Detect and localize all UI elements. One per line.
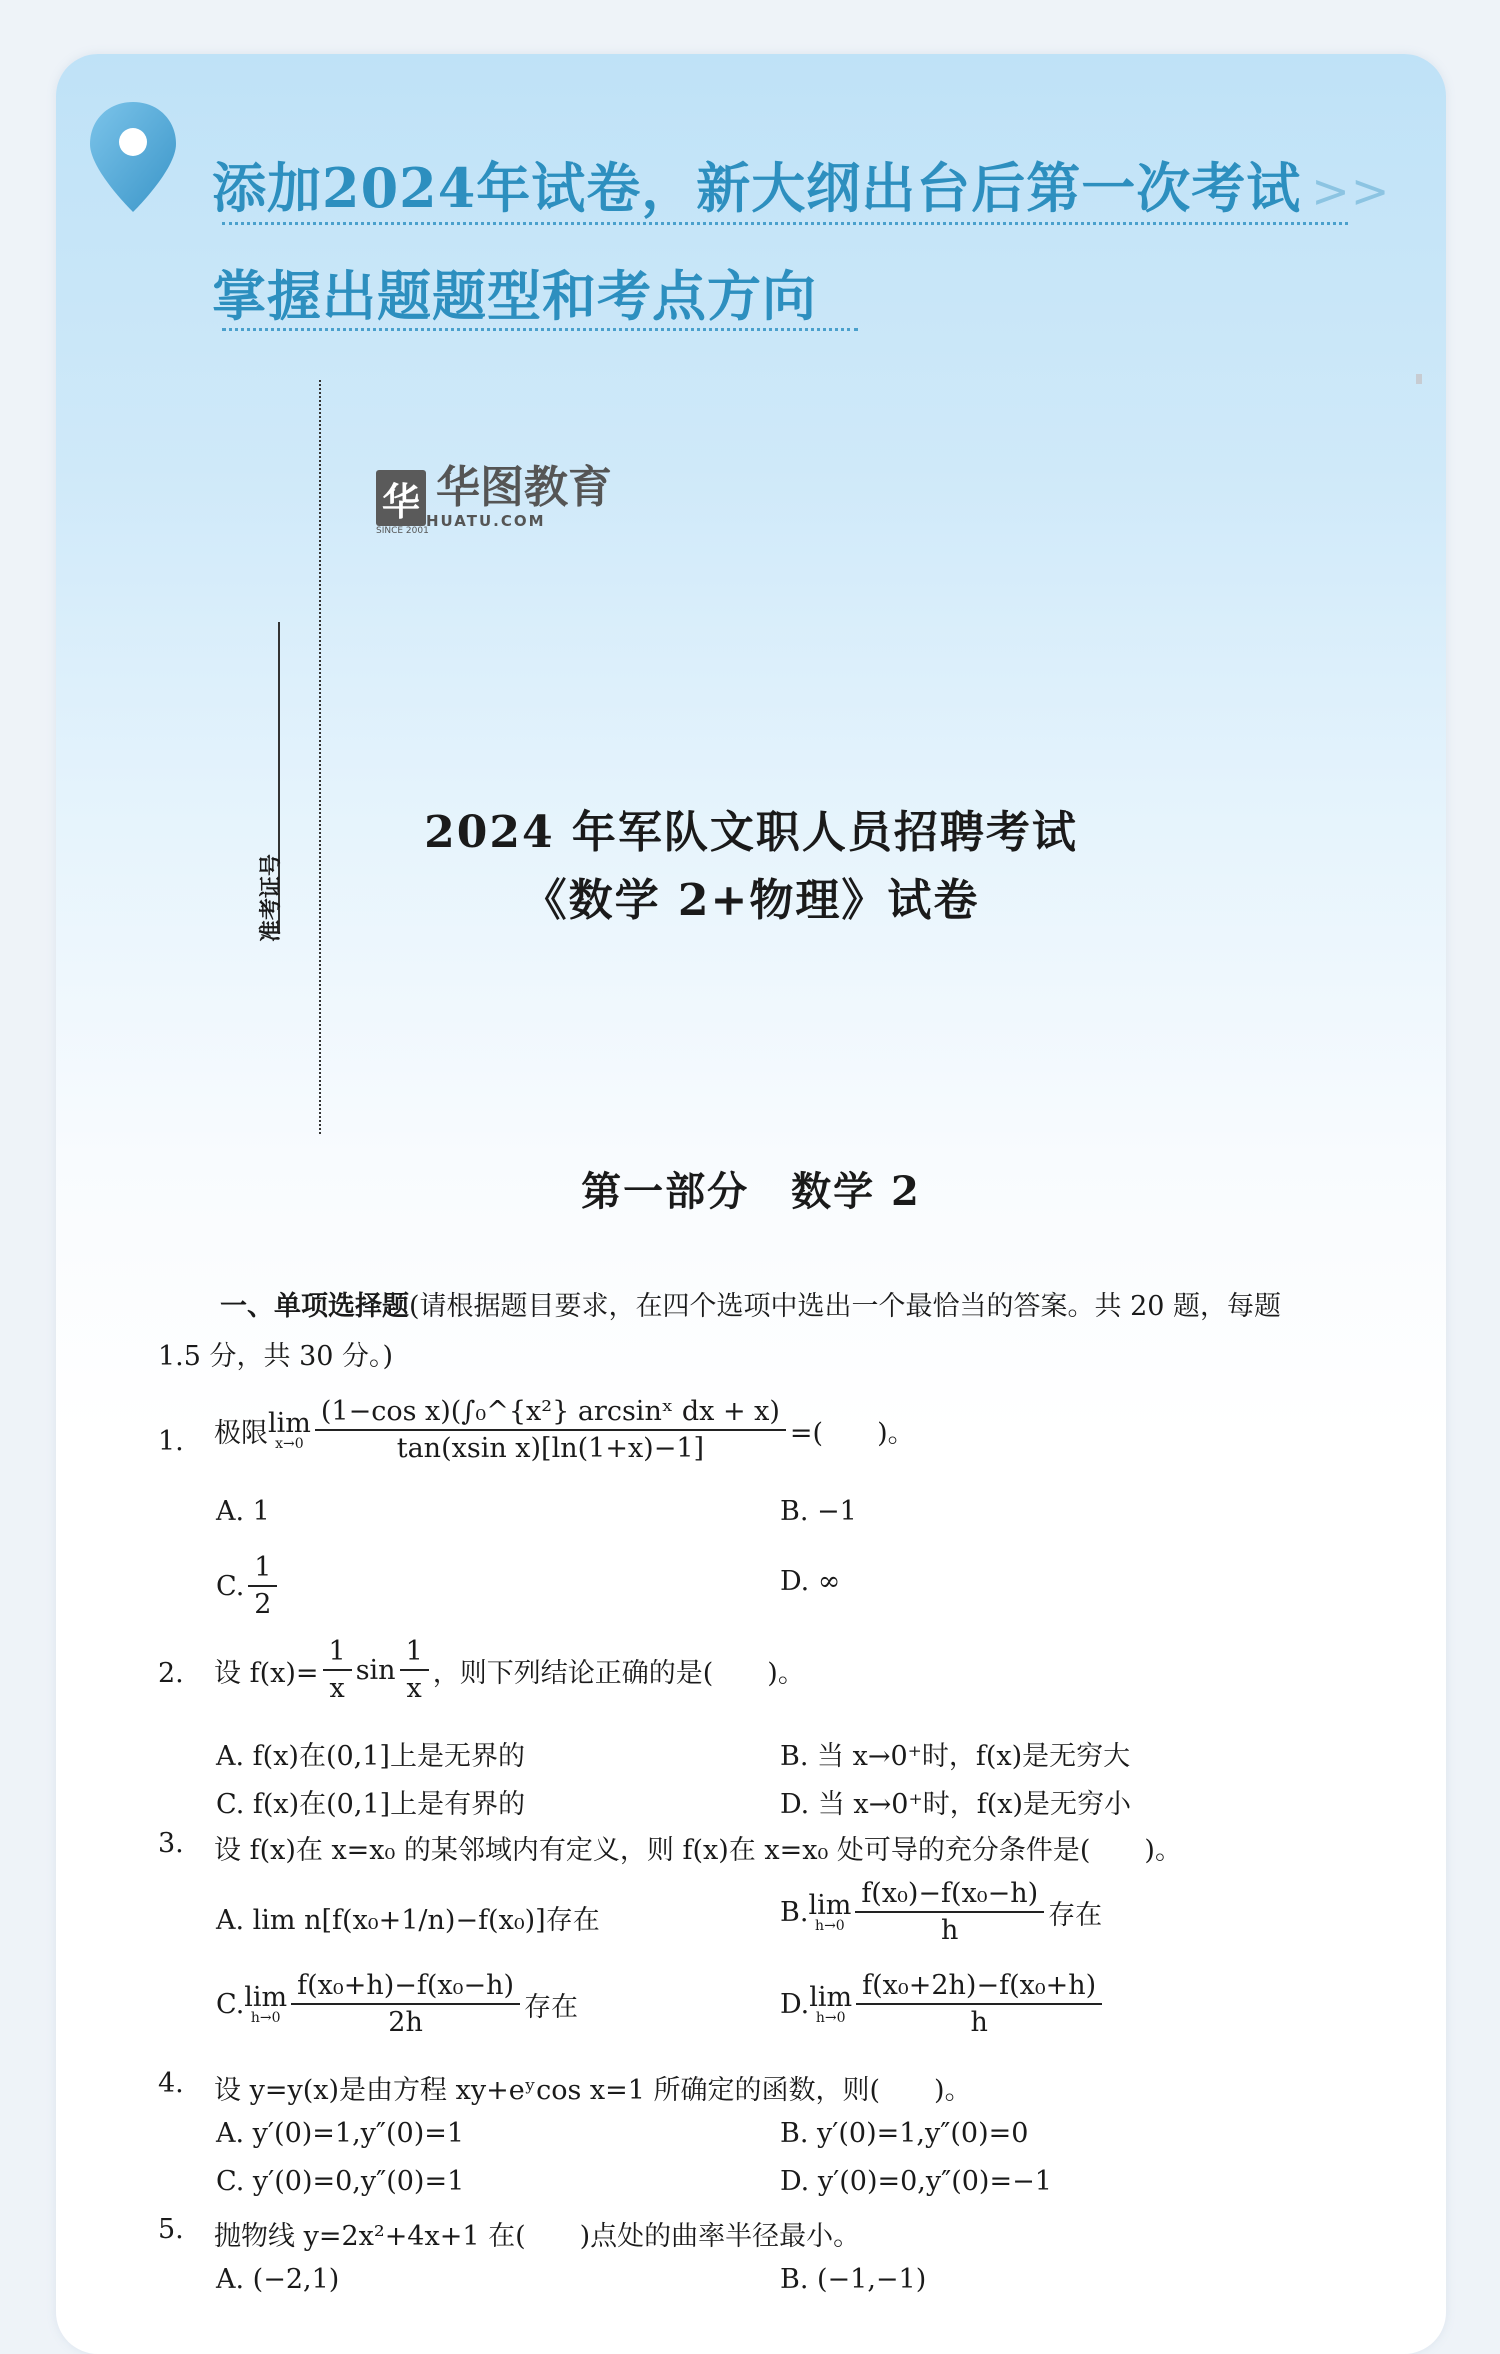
question-stem-text: 设 f(x)= — [214, 1657, 319, 1689]
option-label: D. — [780, 1988, 810, 2020]
option-text: 存在 — [1048, 1899, 1103, 1931]
binding-line — [319, 380, 321, 1134]
fraction-denominator: 2 — [254, 1589, 272, 1621]
fraction-denominator: 2h — [388, 2007, 423, 2039]
question-stem-text: ，则下列结论正确的是( )。 — [432, 1657, 805, 1689]
option-text: A. lim n[f(x₀+1/n)−f(x₀)]存在 — [216, 1905, 600, 1936]
option-a: A. y′(0)=1,y″(0)=1 — [216, 2118, 465, 2149]
question-stem-text: 极限 — [214, 1417, 268, 1449]
exam-title-line-2: 《数学 2+物理》试卷 — [522, 875, 980, 926]
option-b: B. (−1,−1) — [780, 2264, 927, 2295]
banner-line-1-text: 添加2024年试卷，新大纲出台后第一次考试 — [212, 156, 1302, 220]
huatu-logo — [376, 462, 612, 536]
question-stem-text: =( )。 — [789, 1417, 915, 1449]
fraction — [856, 1968, 1102, 2040]
banner-divider — [222, 328, 858, 331]
fraction-numerator: (1−cos x)(∫₀^{x²} arcsinˣ dx + x) — [315, 1394, 786, 1431]
limit-symbol: lim — [808, 1889, 852, 1921]
page-mark — [1416, 374, 1422, 384]
logo-mark: 华 — [376, 470, 426, 526]
section-instruction-line-2: 1.5 分，共 30 分。) — [158, 1341, 394, 1372]
fraction-denominator: x — [329, 1673, 345, 1705]
option-d: D. ∞ — [780, 1566, 841, 1597]
question-1-stem — [214, 1394, 915, 1466]
exam-card — [56, 54, 1446, 2354]
fraction-numerator: f(x₀+h)−f(x₀−h) — [291, 1968, 520, 2005]
banner-line-1 — [212, 146, 1390, 223]
banner-line-2: 掌握出题题型和考点方向 — [212, 264, 817, 328]
fraction-numerator: 1 — [400, 1634, 429, 1671]
fraction — [291, 1968, 520, 2040]
logo-url: HUATU.COM — [426, 512, 546, 530]
question-stem-text: sin — [355, 1654, 396, 1686]
question-5-stem: 抛物线 y=2x²+4x+1 在( )点处的曲率半径最小。 — [214, 2221, 861, 2252]
option-c — [216, 1550, 281, 1622]
fraction-numerator: 1 — [248, 1550, 277, 1587]
section-instruction — [220, 1284, 1281, 1323]
chevron-right-icon: >> — [1311, 164, 1391, 218]
question-number: 4. — [158, 2068, 184, 2099]
question-number: 3. — [158, 1828, 184, 1859]
fraction-denominator: tan(xsin x)[ln(1+x)−1] — [396, 1433, 705, 1465]
limit-subscript: h→0 — [815, 2009, 846, 2026]
option-label: B. — [780, 1896, 809, 1928]
option-a: A. 1 — [216, 1496, 270, 1527]
fraction — [855, 1876, 1044, 1948]
option-d — [780, 1968, 1106, 2040]
option-d: D. 当 x→0⁺时，f(x)是无穷小 — [780, 1789, 1131, 1820]
fraction-numerator: f(x₀)−f(x₀−h) — [855, 1876, 1044, 1913]
option-label: C. — [216, 1988, 245, 2020]
fraction-denominator: h — [970, 2007, 988, 2039]
banner-divider — [222, 222, 1348, 225]
limit — [809, 1981, 853, 2026]
limit — [244, 1981, 288, 2026]
question-number: 1. — [158, 1426, 184, 1457]
option-a — [216, 1898, 600, 1937]
fraction — [248, 1550, 277, 1622]
logo-name: 华图教育 — [436, 462, 612, 513]
option-text: 存在 — [524, 1991, 579, 2023]
limit-subscript: x→0 — [275, 1435, 304, 1452]
option-c: C. y′(0)=0,y″(0)=1 — [216, 2166, 465, 2197]
location-pin-icon — [86, 98, 180, 216]
fraction-numerator: 1 — [323, 1634, 352, 1671]
option-d: D. y′(0)=0,y″(0)=−1 — [780, 2166, 1052, 2197]
option-b: B. 当 x→0⁺时，f(x)是无穷大 — [780, 1741, 1131, 1772]
limit-symbol: lim — [244, 1981, 288, 2013]
fraction — [400, 1634, 429, 1706]
logo-since: SINCE 2001 — [376, 526, 429, 536]
limit — [808, 1889, 852, 1934]
question-3-stem: 设 f(x)在 x=x₀ 的某邻域内有定义，则 f(x)在 x=x₀ 处可导的充分条件是( )。 — [214, 1835, 1182, 1866]
fraction-denominator: h — [941, 1915, 959, 1947]
fraction-numerator: f(x₀+2h)−f(x₀+h) — [856, 1968, 1102, 2005]
fraction-denominator: x — [406, 1673, 422, 1705]
option-b: B. y′(0)=1,y″(0)=0 — [780, 2118, 1029, 2149]
option-b — [780, 1876, 1102, 1948]
option-label: C. — [216, 1570, 245, 1602]
option-c — [216, 1968, 578, 2040]
section-instruction-line-1: (请根据题目要求，在四个选项中选出一个最恰当的答案。共 20 题，每题 — [409, 1291, 1282, 1322]
limit-subscript: h→0 — [815, 1917, 845, 1934]
fraction — [323, 1634, 352, 1706]
question-4-stem: 设 y=y(x)是由方程 xy+eʸcos x=1 所确定的函数，则( )。 — [214, 2075, 972, 2106]
question-number: 2. — [158, 1658, 184, 1689]
question-2-stem — [214, 1634, 805, 1706]
exam-title-line-1: 2024 年军队文职人员招聘考试 — [424, 807, 1078, 858]
option-a: A. f(x)在(0,1]上是无界的 — [216, 1741, 525, 1772]
question-number: 5. — [158, 2214, 184, 2245]
part-title: 第一部分 数学 2 — [581, 1168, 921, 1215]
limit-symbol: lim — [809, 1981, 853, 2013]
option-b: B. −1 — [780, 1496, 857, 1527]
limit — [268, 1407, 311, 1452]
section-heading: 一、单项选择题 — [220, 1291, 409, 1322]
limit-symbol: lim — [268, 1407, 311, 1439]
option-c: C. f(x)在(0,1]上是有界的 — [216, 1789, 526, 1820]
limit-subscript: h→0 — [250, 2009, 281, 2026]
option-a: A. (−2,1) — [216, 2264, 340, 2295]
exam-number-label: 准考证号 — [259, 853, 284, 942]
fraction — [315, 1394, 786, 1466]
